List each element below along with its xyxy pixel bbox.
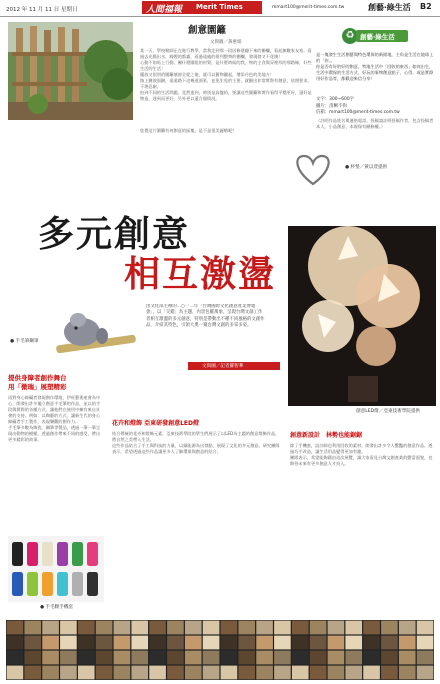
green-box-note: （註明作品姓名與連絡電話。投稿請註明投稿作者，包含投稿者本人，小品創意、本報保有刪修權。） xyxy=(316,118,434,129)
coaster-tile xyxy=(345,651,362,665)
coaster-tile xyxy=(238,666,255,680)
coaster-tile xyxy=(96,621,113,635)
coaster-tile xyxy=(274,621,291,635)
coaster-tile xyxy=(381,636,398,650)
phone-cases-caption: ● 手毛顆手機套 xyxy=(40,605,74,610)
article-title: 創意園籬 xyxy=(188,25,227,36)
article-byline: 文與圖／黃惠娟 xyxy=(210,40,242,45)
green-box-list xyxy=(316,97,434,117)
coaster-tile xyxy=(60,636,77,650)
section-name: 創藝‧綠生活 xyxy=(368,3,411,12)
green-life-box xyxy=(316,22,434,130)
coaster-tile xyxy=(256,636,273,650)
phone-case xyxy=(12,542,23,566)
coaster-tile xyxy=(328,621,345,635)
coaster-tile xyxy=(221,636,238,650)
issue-date: 2012 年 11 月 11 日 星期日 xyxy=(6,7,78,13)
top-article xyxy=(140,22,312,132)
coaster-tile xyxy=(363,636,380,650)
coaster-tile xyxy=(149,651,166,665)
coaster-tile xyxy=(417,651,434,665)
phone-cases-photo xyxy=(8,536,104,602)
coaster-tile xyxy=(363,621,380,635)
coaster-tile xyxy=(7,666,24,680)
reporter-credit xyxy=(188,362,280,370)
section1-title-line1: 提供身障者創作舞台 xyxy=(8,374,67,382)
coaster-tile xyxy=(185,636,202,650)
coaster-tile xyxy=(310,636,327,650)
section1-body: 再對身心障礙者發現創作環境，伊旺藝術產會為中心，開發出許多獨立創意手毛筆的作品，並以的手段與實際的各種方式，讓他們在使用中擁有來自社會的支持。例如：以陶藝的方式，讓新生代的身心障礙者手工製作，表現樂觀的創作力。 手毛筆多數為陶瓷、鋼筆等製品，透過一筆一筆呈現出動物的模樣，透過創作帶來不同的感受，帶出更多精彩的故事。 xyxy=(8,395,101,442)
coaster-tile xyxy=(42,651,59,665)
coaster-tile xyxy=(363,651,380,665)
coaster-tile xyxy=(42,666,59,680)
green-box-item: 圖片：清晰不拘 xyxy=(316,103,347,109)
coaster-tile xyxy=(256,651,273,665)
phone-case xyxy=(72,542,83,566)
coaster-tile xyxy=(7,651,24,665)
section1-title-line2: 用「微瑞」展塑精彩 xyxy=(8,382,67,391)
green-box-item: 信箱：mmart100@merit-times.com.tw xyxy=(316,110,400,115)
coaster-tile xyxy=(185,666,202,680)
coaster-tile xyxy=(167,666,184,680)
green-box-body: 是一塊發生生活創藝與特色環保的新園地，主角是生活在地球上的「你」。 你是否有好的好的創意，特地生活中「回收的東西」如何出生，生活中環保的生活方式、好玩的事物創意點子、心得、或是實際用好作品等，都歡迎來信分享！ xyxy=(316,52,434,81)
coaster-tile xyxy=(42,636,59,650)
coaster-tile-grid xyxy=(6,620,434,680)
coaster-tile xyxy=(256,621,273,635)
section2-body: 結合傳統的花卉和燈飾元素，亞東技術學院的學生們展示了以LED為主題的創意燈飾作品，將自然之美帶入生活。 這些作品結合了手工與科技的力量，以綠能源為出發點，展現了文化的多元創意。研究團隊表示，希望透過這些作品讓更多人了解環保與創意的結合。 xyxy=(112,431,280,454)
phone-case xyxy=(87,542,98,566)
coaster-tile xyxy=(149,621,166,635)
phone-case xyxy=(12,572,23,596)
coaster-tile xyxy=(274,666,291,680)
pencil-topper-caption: ● 手毛筆鋼筆 xyxy=(10,339,39,344)
coaster-tile xyxy=(363,666,380,680)
phone-case xyxy=(42,542,53,566)
heart-coaster-caption: ● 杯墊／黃以萱提供 xyxy=(345,165,388,170)
article-paragraph: 拍到不同的生活問題，竟然達到，時別是高盤的，要讓這些圍籬和實作看得平穩更好，還好是物造，達到而更好，另外更以還合個情況。 xyxy=(140,90,312,101)
coaster-tile xyxy=(203,621,220,635)
page-header xyxy=(0,0,440,17)
article-body xyxy=(140,48,312,128)
coaster-tile xyxy=(417,666,434,680)
headline-line2: 相互激盪 xyxy=(124,253,277,295)
coaster-tile xyxy=(167,621,184,635)
coaster-tile xyxy=(7,621,24,635)
coaster-tile xyxy=(292,666,309,680)
coaster-tile xyxy=(221,651,238,665)
coaster-tile xyxy=(131,666,148,680)
green-box-title-bar xyxy=(356,30,408,42)
coaster-tile xyxy=(149,666,166,680)
article-paragraph: 心動不如馬上行動，團什麼圍阻的材質，是什麼時候的我，物的主食與穿裡形的那路線，好些生活的生活！ xyxy=(140,60,312,71)
article-paragraph: 某一天，學校喔師正在進行教學，當我走到那一段因修建翻下來的柵欄，看起無數家友家。看過去光陽出水，綺煙的都鎮，看過遠處的排列整齊的棚欄，發現發又不花錢！ xyxy=(140,48,312,59)
coaster-tile xyxy=(185,651,202,665)
coaster-tile xyxy=(274,636,291,650)
coaster-tile xyxy=(78,666,95,680)
page-number: B2 xyxy=(420,2,432,11)
coaster-tile xyxy=(399,666,416,680)
coaster-tile xyxy=(114,636,131,650)
coaster-tile xyxy=(238,621,255,635)
masthead-logo: 人間福報 xyxy=(146,5,183,15)
coaster-tile xyxy=(131,636,148,650)
green-box-item: 文字：300~600字 xyxy=(316,97,355,102)
led-lamp-photo xyxy=(288,226,436,406)
reporter-credit-text: 文與圖／記者羅智華 xyxy=(202,364,244,369)
heart-coaster-photo xyxy=(290,150,336,188)
coaster-tile xyxy=(114,621,131,635)
section3-title: 創意新設計 林勢也能鋸鋸 xyxy=(290,432,363,439)
coaster-tile xyxy=(149,636,166,650)
masthead-block xyxy=(142,1,262,14)
coaster-tile xyxy=(203,666,220,680)
coaster-tile xyxy=(256,666,273,680)
section2-title: 花卉和燈飾 亞東研發創意LED燈 xyxy=(112,420,199,427)
coaster-tile xyxy=(310,621,327,635)
headline-line1: 多元創意 xyxy=(38,213,191,255)
article-paragraph: 路上鏈淚面鏈，遠遠路下這幾道面景，並免生免的主要，就顯出非常實際有創意，依照要求，不堪忍耐。 xyxy=(140,78,312,89)
coaster-tile xyxy=(78,651,95,665)
coaster-tile xyxy=(96,666,113,680)
contact-email: mmart100@merit-times.com.tw xyxy=(272,5,345,10)
coaster-tile xyxy=(78,621,95,635)
coaster-tile xyxy=(24,666,41,680)
phone-case xyxy=(27,542,38,566)
coaster-tile xyxy=(417,636,434,650)
feature-intro: 由文化部主辦的二○一二年「台灣國際文化創意產業博覽會」，以「交錯」為主題，內容包羅萬象，呈現台灣文創工作者相互激盪的多元創意，特別是帶動出不種不同風格的文創作品，介紹其特色，引領大奧一窺台灣文創的多采多姿。 xyxy=(146,304,265,329)
recycle-icon: ♻ xyxy=(342,28,358,44)
coaster-tile xyxy=(274,651,291,665)
coaster-tile xyxy=(328,651,345,665)
coaster-tile xyxy=(345,666,362,680)
coaster-tile xyxy=(60,651,77,665)
coaster-tile xyxy=(292,636,309,650)
coaster-tile xyxy=(238,636,255,650)
subbrand-label: Merit Times xyxy=(196,3,243,11)
section3 xyxy=(290,420,436,616)
coaster-tile xyxy=(221,621,238,635)
phone-case xyxy=(57,542,68,566)
green-box-title: 創藝‧綠生活 xyxy=(360,33,395,41)
coaster-tile xyxy=(185,621,202,635)
garden-fence-photo xyxy=(8,22,133,120)
coaster-tile xyxy=(221,666,238,680)
section1-title xyxy=(8,374,104,391)
coaster-tile xyxy=(345,636,362,650)
article-footer-question: 您覺這片圍籬有何創意的區塊，是不是很美麗哦呢？ xyxy=(140,128,237,133)
coaster-tile xyxy=(328,666,345,680)
coaster-tile xyxy=(381,666,398,680)
pencil-topper-photo xyxy=(56,306,136,362)
coaster-tile xyxy=(42,621,59,635)
coaster-tile xyxy=(292,651,309,665)
coaster-tile xyxy=(238,651,255,665)
coaster-tile xyxy=(24,651,41,665)
phone-case xyxy=(87,572,98,596)
coaster-tile xyxy=(131,651,148,665)
coaster-tile xyxy=(399,621,416,635)
coaster-tile xyxy=(203,636,220,650)
coaster-tile xyxy=(328,636,345,650)
coaster-tile xyxy=(292,621,309,635)
section3-body: 除了手機套，設計師也利用回收的素材，開發出許多令人驚豔的創意作品。透過巧手改造，讓生活用品變得更加有趣。 團隊表示，希望能夠藉由這次展覽，讓大家看見台灣文創產業的豐富面貌，也期待未來有更多創意人才投入。 xyxy=(290,443,433,466)
coaster-tile xyxy=(399,636,416,650)
coaster-tile xyxy=(131,621,148,635)
article-paragraph: 擺放又很別的圍籬填卻全從之後，就可以舊物圖起，增添丹色的美地方！ xyxy=(140,72,275,77)
feature-area xyxy=(0,136,440,368)
coaster-tile xyxy=(78,636,95,650)
coaster-tile xyxy=(24,636,41,650)
coaster-tile xyxy=(167,636,184,650)
coaster-tile xyxy=(381,651,398,665)
phone-case xyxy=(27,572,38,596)
phone-case xyxy=(42,572,53,596)
coaster-tile xyxy=(114,651,131,665)
coaster-tile xyxy=(60,666,77,680)
coaster-tile xyxy=(24,621,41,635)
phone-case xyxy=(72,572,83,596)
phone-case xyxy=(57,572,68,596)
coaster-tile xyxy=(96,651,113,665)
section1 xyxy=(8,374,104,534)
section2 xyxy=(112,418,280,618)
coaster-tile xyxy=(114,666,131,680)
coaster-tile xyxy=(310,651,327,665)
coaster-tile xyxy=(60,621,77,635)
coaster-tile xyxy=(417,621,434,635)
coaster-tile xyxy=(96,636,113,650)
coaster-tile xyxy=(203,651,220,665)
coaster-tile xyxy=(310,666,327,680)
coaster-tile xyxy=(399,651,416,665)
coaster-tile xyxy=(167,651,184,665)
coaster-tile xyxy=(345,621,362,635)
coaster-tile xyxy=(381,621,398,635)
led-lamp-caption: 創意LED燈／亞東技術學院提供 xyxy=(356,409,421,414)
coaster-tile xyxy=(7,636,24,650)
